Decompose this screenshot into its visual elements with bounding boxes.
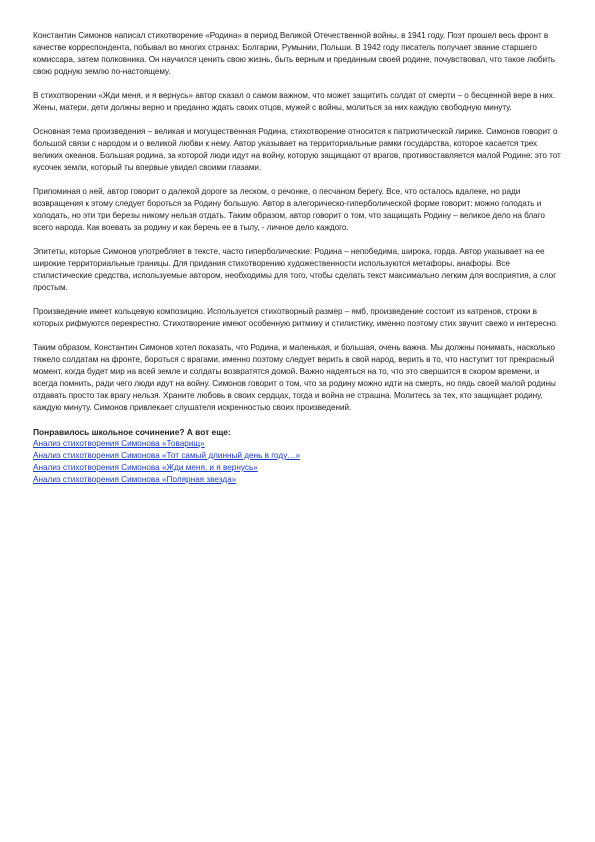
- document-page: [33, 30, 563, 486]
- paragraph-1: Константин Симонов написал стихотворение «Родина» в период Великой Отечественной войны, в 1941 году. Поэт прошел весь фронт в качестве корреспондента, побывал во многих странах: Болгарии, Румынии, Польши. В 1942 году писатель получает звание старшего комиссара, затем полковника. Он научился ценить свою жизнь, быть верным и преданным своей родине, почувствовал, что такое любить свою родную землю по-настоящему.: [33, 31, 556, 76]
- related-essay-link-1[interactable]: Анализ стихотворения Симонова «Товарищ»: [33, 439, 205, 448]
- list-item: [33, 462, 563, 474]
- related-essays-section: [33, 426, 563, 486]
- paragraph-3: Основная тема произведения – великая и могущественная Родина, стихотворение относится к патриотической лирике. Симонов говорит о большой связи с народом и о великой любви к нему. Автор указывает на территориальные рамки государства, которое касается трех великих океанов. Большая родина, за которой люди идут на войну, которую защищают от врагов, противоставляется малой Родине: это тот кусочек земли, который ты впервые увидел своими глазами.: [33, 127, 561, 172]
- list-item: [33, 438, 563, 450]
- related-essays-heading: Понравилось школьное сочинение? А вот еще:: [33, 427, 231, 437]
- list-item: [33, 474, 563, 486]
- related-essays-list: [33, 438, 563, 486]
- paragraph-2: В стихотворении «Жди меня, и я вернусь» автор сказал о самом важном, что может защитить солдат от смерти – о бесценной вере в них. Жены, матери, дети должны верно и преданно ждать своих отцов, мужей с войны, молиться за них каждую свободную минуту.: [33, 91, 556, 112]
- paragraph-6: Произведение имеет кольцевую композицию. Используется стихотворный размер – ямб, произведение состоит из катренов, строки в которых рифмуются перекрестно. Стихотворение имеют особенную ритмику и стилистику, именно поэтому стих звучит свежо и интересно.: [33, 307, 559, 328]
- paragraph-5: Эпитеты, которые Симонов употребляет в тексте, часто гиперболические: Родина – непобедима, широка, горда. Автор указывает на ее широкие территориальные границы. Для придания стихотворению художественности используются метафоры, анафоры. Все стилистические средства, используемые автором, необходимы для того, чтобы сделать текст максимально легким для восприятия, а слог простым.: [33, 247, 557, 292]
- related-essay-link-4[interactable]: Анализ стихотворения Симонова «Полярная звезда»: [33, 475, 237, 484]
- paragraph-7: Таким образом, Константин Симонов хотел показать, что Родина, и маленькая, и большая, очень важна. Мы должны понимать, насколько тяжело солдатам на фронте, бороться с врагами, именно поэтому следует верить в свой народ, верить в то, что наступит тот прекрасный момент, когда будет мир на всей земле и солдаты возвратятся домой. Важно надеяться на то, что это свершится в скором времени, и всегда помнить, ради чего люди идут на войну. Симонов говорит о том, что за родину можно идти на смерть, но пядь своей малой родины отдавать просто так врагу нельзя. Храните любовь в своих сердцах, тогда и война не страшна. Молитесь за тех, кто защищает родину, каждую минуту. Симонов привлекает слушателя искренностью своих произведений.: [33, 343, 556, 412]
- related-essay-link-3[interactable]: Анализ стихотворения Симонова «Жди меня, и я вернусь»: [33, 463, 258, 472]
- paragraph-4: Припоминая о ней, автор говорит о далекой дороге за леском, о речонке, о песчаном берегу. Все, что осталось вдалеке, но ради возвращения к этому следует бороться за Родину большую. Автор в алегорическо-гиперболической форме говорит: можно голодать и холодать, но эти три березы никому нельзя отдать. Таким образом, автор говорит о том, что защищать Родину – великое дело на благо всего народа. Как воевать за родину и как беречь ее в тылу, - личное дело каждого.: [33, 187, 545, 232]
- related-essay-link-2[interactable]: Анализ стихотворения Симонова «Тот самый длинный день в году…»: [33, 451, 301, 460]
- list-item: [33, 450, 563, 462]
- essay-body: [33, 30, 563, 414]
